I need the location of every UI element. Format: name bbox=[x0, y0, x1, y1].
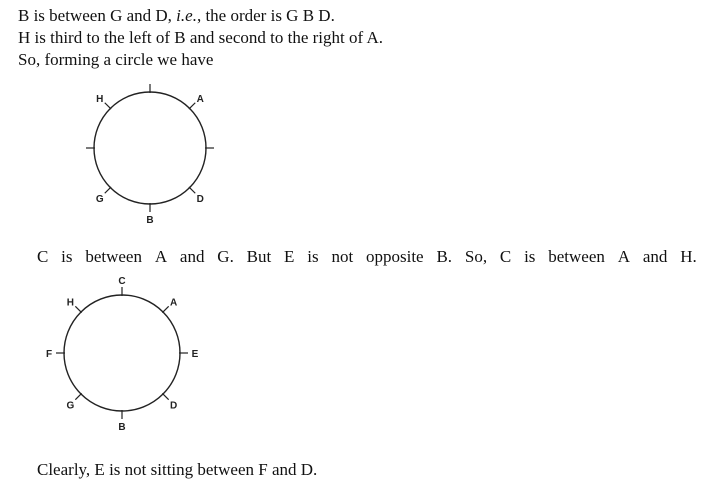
line4-word: is bbox=[524, 247, 536, 266]
line-forming-circle: So, forming a circle we have bbox=[18, 50, 214, 69]
line4-word: A bbox=[617, 247, 630, 266]
line4-word: between bbox=[548, 247, 605, 266]
seat-label-g: G bbox=[95, 194, 104, 206]
seat-tick-top-right bbox=[189, 103, 195, 109]
seat-label-f: F bbox=[45, 349, 53, 360]
line4-word: between bbox=[85, 247, 142, 266]
seat-tick-bottom-left bbox=[105, 187, 111, 193]
seat-label-d: D bbox=[170, 400, 178, 412]
seat-label-b: B bbox=[118, 422, 126, 433]
seat-tick-top-right bbox=[162, 306, 168, 312]
line4-word: not bbox=[331, 247, 354, 266]
seat-label-h: H bbox=[66, 297, 74, 309]
seat-label-e: E bbox=[191, 349, 199, 360]
seat-label-g: G bbox=[66, 400, 75, 412]
line1-ie: i.e. bbox=[176, 6, 197, 25]
seat-label-a: A bbox=[196, 93, 204, 105]
line4-word: So, bbox=[464, 247, 488, 266]
line4-word: G. bbox=[217, 247, 234, 266]
line4-word: A bbox=[154, 247, 168, 266]
seat-tick-bottom-right bbox=[162, 393, 168, 399]
seat-tick-bottom-right bbox=[189, 187, 195, 193]
line4-word: H. bbox=[680, 247, 697, 266]
line-c-position bbox=[37, 246, 697, 268]
line1-part-b: , the order is G B D. bbox=[196, 6, 335, 25]
seat-label-b: B bbox=[146, 215, 154, 226]
seat-label-a: A bbox=[170, 297, 178, 309]
line4-word: E bbox=[284, 247, 295, 266]
seat-label-c: C bbox=[118, 276, 126, 287]
line4-word: C bbox=[37, 247, 49, 266]
circle-diagram-1 bbox=[86, 84, 214, 226]
seat-tick-top-left bbox=[105, 103, 111, 109]
circle-diagram-2 bbox=[46, 276, 199, 433]
seat-tick-top-left bbox=[75, 306, 81, 312]
line4-word: is bbox=[61, 247, 73, 266]
line4-word: and bbox=[642, 247, 668, 266]
line4-word: and bbox=[179, 247, 205, 266]
line4-word: opposite bbox=[366, 247, 424, 266]
line4-word: is bbox=[307, 247, 319, 266]
seat-tick-bottom-left bbox=[75, 393, 81, 399]
line4-word: B. bbox=[436, 247, 453, 266]
line1-part-a: B is between G and D, bbox=[18, 6, 177, 25]
seat-label-h: H bbox=[96, 93, 104, 105]
line4-word: But bbox=[246, 247, 272, 266]
line-h-position: H is third to the left of B and second to the right of A. bbox=[18, 28, 383, 47]
line-conclusion: Clearly, E is not sitting between F and D. bbox=[37, 460, 318, 479]
seat-label-d: D bbox=[196, 194, 204, 206]
line4-word: C bbox=[499, 247, 512, 266]
